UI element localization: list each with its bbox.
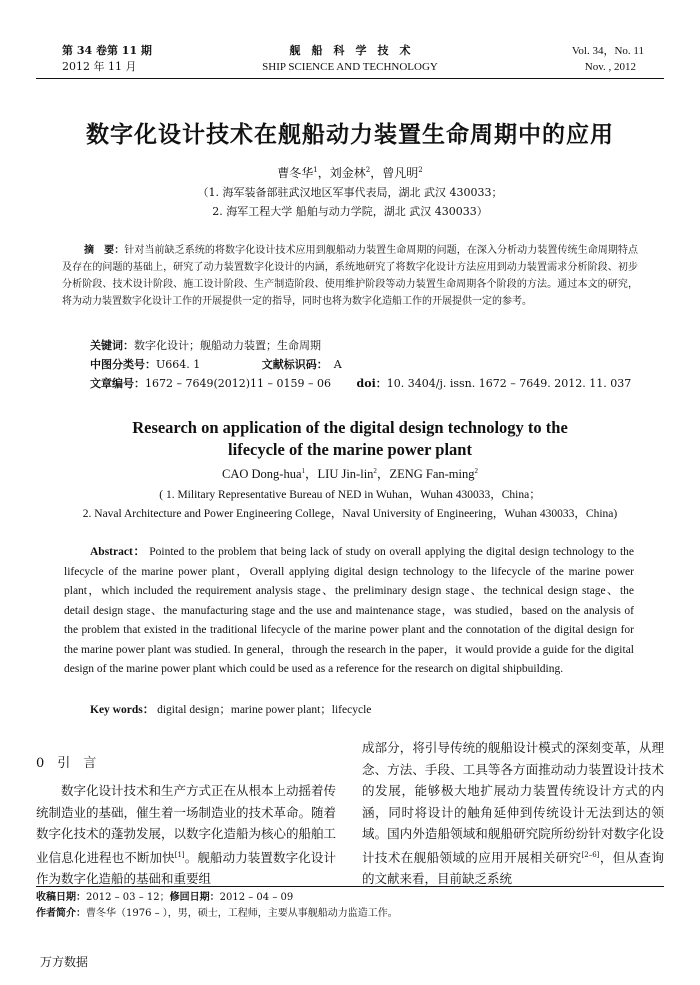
paper-title-en-2: lifecycle of the marine power plant	[228, 440, 472, 459]
intro-column-left: 数字化设计技术和生产方式正在从根本上动摇着传统制造业的基础，催生着一场制造业的技术革命。随着数字化技术的蓬勃发展，以数字化造船为核心的船舶工业信息化进程也不断加快[1]。舰船动力装置数字化设计作为数字化造船的基础和重要组	[36, 783, 337, 887]
affiliation-cn-1: （1. 海军装备部驻武汉地区军事代表局，湖北 武汉 430033；	[197, 186, 503, 199]
volume-issue: 第 34 卷第 11 期	[62, 44, 152, 57]
footnote-author: 作者简介：曹冬华（1976 – ），男，硕士，工程师，主要从事舰船动力监造工作。	[36, 908, 398, 919]
authors-en: CAO Dong-hua$^1$，LIU Jin-lin$^2$，ZENG Fan-ming$^2$	[221, 466, 478, 481]
intro-column-right: 成部分，将引导传统的舰船设计模式的深刻变革，从理念、方法、手段、工具等各方面推动动力装置设计技术的发展，能够极大地扩展动力装置传统设计方式的内涵，同时将设计的触角延伸到传统设计无法到达的领域。国内外造船领域和舰船研究院所纷纷针对数字化设计技术在舰船领域的应用开展相关研究[2–6]，但从查询的文献来看，目前缺乏系统	[362, 740, 664, 887]
abstract-en: Abstract： Pointed to the problem that being lack of study on overall applying the digital design technology to the lifecycle of the marine power plant，Overall applying digital design technology to the lifecycle of the marine power plant，which included the requirement analysis stage、the preliminary design stage、the technical design stage、the detail design stage、the manufacturing stage and the use and maintenance stage，was studied，based on the analysis of the problem that existed in the traditional lifecycle of the marine power plant and the connotation of the digital design for the marine power plant was studied. In general，through the research in the paper，it would provide a guide for the digital design of the marine power plant which could be used as a reference for the research on digital shipbuilding.	[64, 546, 635, 675]
journal-name-en: SHIP SCIENCE AND TECHNOLOGY	[262, 61, 438, 73]
author-1: 曹冬华	[277, 166, 314, 180]
volume-issue-en: Vol. 34，No. 11	[571, 45, 644, 57]
section-heading-introduction: 0 引 言	[36, 756, 97, 771]
author-2: 刘金林	[329, 166, 366, 180]
author-3: 曾凡明	[382, 166, 419, 180]
citation-1: [1]	[174, 850, 185, 859]
abstract-cn	[62, 242, 638, 310]
citation-2-6: [2–6]	[581, 850, 600, 859]
affiliation-en-1: ( 1. Military Representative Bureau of NED in Wuhan，Wuhan 430033，China；	[159, 489, 541, 501]
authors-cn: 曹冬华$^1$，刘金林$^2$，曾凡明$^2$	[277, 166, 423, 180]
footnote-dates: 收稿日期：2012 – 03 – 12；修回日期：2012 – 04 – 09	[36, 892, 294, 903]
classification: 中图分类号：U664. 1 文献标识码： A	[90, 358, 342, 371]
issue-date-en: Nov. , 2012	[584, 61, 636, 73]
footnote-rule	[36, 886, 664, 887]
keywords-cn: 关键词：数字化设计；舰船动力装置；生命周期	[90, 339, 321, 352]
abstract-cn-text: 针对当前缺乏系统的将数字化设计技术应用到舰船动力装置生命周期的问题，在深入分析动力装置传统生命周期特点及存在的问题的基础上，研究了动力装置数字化设计的内涵，系统地研究了将数字化设计方法应用到动力装置需求分析阶段、初步分析阶段、技术设计阶段、施工设计阶段、生产制造阶段、使用维护阶段等动力装置生命周期各个阶段的方法。通过本文的研究，将为动力装置数字化设计工作的开展提供一定的指导，同时也将为数字化造船工作的开展提供一定的参考。	[62, 245, 638, 307]
watermark: 万方数据	[40, 955, 89, 969]
paper-title-en-1: Research on application of the digital design technology to the	[132, 418, 568, 437]
journal-name-cn: 舰 船 科 学 技 术	[289, 44, 411, 57]
doi: 10. 3404/j. issn. 1672 – 7649. 2012. 11. 037	[386, 377, 632, 390]
header-rule	[36, 78, 664, 79]
affiliation-en-2: 2. Naval Architecture and Power Engineering College，Naval University of Engineering，Wuhan 430033，China)	[82, 508, 618, 520]
keywords-en: Key words： digital design；marine power plant；lifecycle	[90, 704, 372, 716]
abstract-cn-label: 摘 要：	[84, 245, 125, 256]
affiliation-cn-2: 2. 海军工程大学 船舶与动力学院，湖北 武汉 430033）	[212, 205, 488, 218]
paper-title-cn: 数字化设计技术在舰船动力装置生命周期中的应用	[86, 121, 614, 148]
article-number: 文章编号：1672 – 7649(2012)11 – 0159 – 06 doi：10. 3404/j. issn. 1672 – 7649. 2012. 11. 037	[90, 377, 632, 390]
issue-date: 2012 年 11 月	[62, 60, 137, 73]
